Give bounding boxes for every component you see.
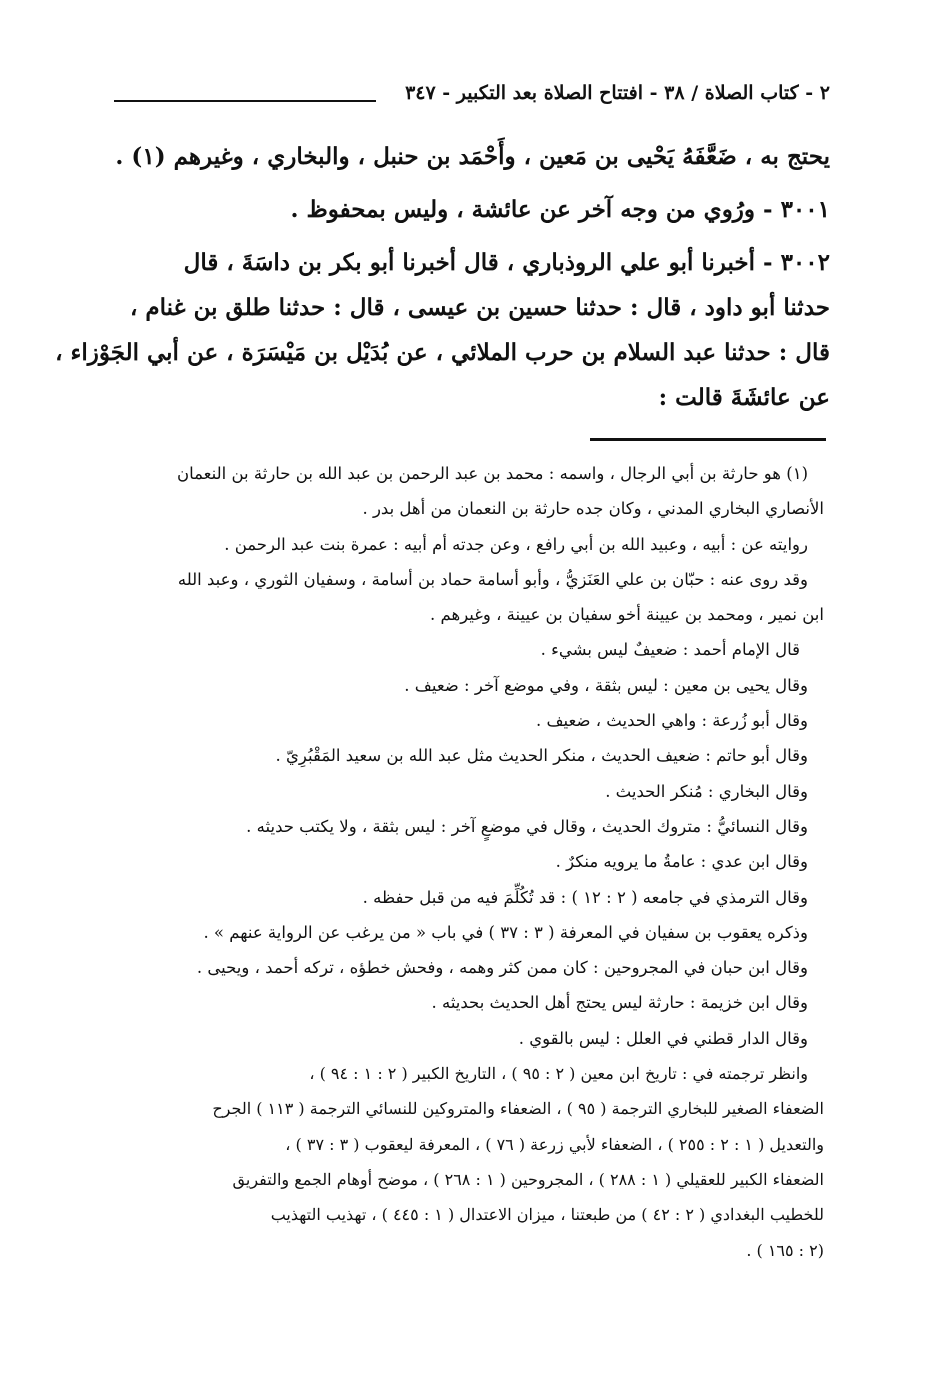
main-text — [55, 134, 830, 420]
footnote-line: وقال أبو زُرعة : واهي الحديث ، ضعيف . — [535, 711, 808, 731]
main-line: قال : حدثنا عبد السلام بن حرب الملائي ، عن بُدَيْل بن مَيْسَرَة ، عن أبي الجَوْزاء ، — [55, 339, 830, 366]
footnote-line: وانظر ترجمته في : تاريخ ابن معين ( ٢ : ٩٥ ) ، التاريخ الكبير ( ٢ : ١ : ٩٤ ) ، — [309, 1064, 808, 1084]
running-title: ٢ - كتاب الصلاة / ٣٨ - افتتاح الصلاة بعد التكبير - ٣٤٧ — [405, 82, 830, 104]
footnotes — [118, 456, 824, 1268]
hadith-3001: ٣٠٠١ - ورُوي من وجه آخر عن عائشة ، وليس بمحفوظ . — [290, 196, 830, 223]
footnote-line: والتعديل ( ١ : ٢ : ٢٥٥ ) ، الضعفاء لأبي زرعة ( ٧٦ ) ، المعرفة ليعقوب ( ٣ : ٣٧ ) ، — [285, 1134, 824, 1154]
footnote-line: وقد روى عنه : حبّان بن علي العَنَزيُّ ، وأبو أسامة حماد بن أسامة ، وسفيان الثوري ، وعبد الله — [177, 569, 808, 589]
footnote-line: وقال ابن حبان في المجروحين : كان ممن كثر وهمه ، وفحش خطؤه ، تركه أحمد ، ويحيى . — [196, 958, 808, 978]
footnote-line: روايته عن : أبيه ، وعبيد الله بن أبي رافع ، وعن جدته أم أبيه : عمرة بنت عبد الرحمن . — [224, 534, 808, 554]
header-rule — [114, 100, 376, 102]
footnote-line: الضعفاء الكبير للعقيلي ( ١ : ٢٨٨ ) ، المجروحين ( ١ : ٢٦٨ ) ، موضح أوهام الجمع والتفريق — [232, 1169, 824, 1189]
footnote-line: ابن نمير ، ومحمد بن عيينة أخو سفيان بن عيينة ، وغيرهم . — [430, 605, 824, 625]
main-line: يحتج به ، ضَعَّفَهُ يَحْيى بن مَعين ، وأَحْمَد بن حنبل ، والبخاري ، وغيرهم (١) . — [115, 143, 830, 170]
running-header — [114, 76, 830, 116]
footnote-line: وقال البخاري : مُنكر الحديث . — [605, 781, 808, 801]
footnote-line: الأنصاري البخاري المدني ، وكان جده حارثة بن النعمان من أهل بدر . — [362, 499, 824, 519]
footnote-line: وقال يحيى بن معين : ليس بثقة ، وفي موضع آخر : ضعيف . — [404, 675, 808, 695]
footnote-line: وذكره يعقوب بن سفيان في المعرفة ( ٣ : ٣٧ ) في باب « من يرغب عن الرواية عنهم » . — [203, 922, 808, 942]
main-line: حدثنا أبو داود ، قال : حدثنا حسين بن عيسى ، قال : حدثنا طلق بن غنام ، — [129, 294, 830, 321]
footnote-line: وقال ابن عدي : عامةُ ما يرويه منكرٌ . — [555, 852, 808, 872]
footnote-line: للخطيب البغدادي ( ٢ : ٤٢ ) من طبعتنا ، ميزان الاعتدال ( ١ : ٤٤٥ ) ، تهذيب التهذيب — [270, 1205, 824, 1225]
footnote-line: (٢ : ١٦٥ ) . — [746, 1240, 824, 1260]
footnote-line: (١) هو حارثة بن أبي الرجال ، واسمه : محمد بن عبد الرحمن بن عبد الله بن حارثة بن النعمان — [177, 464, 808, 483]
footnote-separator — [590, 438, 826, 441]
footnote-line: قال الإمام أحمد : ضعيفٌ ليس بشيء . — [540, 640, 800, 660]
footnote-line: وقال أبو حاتم : ضعيف الحديث ، منكر الحديث مثل عبد الله بن سعيد المَقْبُرِيّ . — [275, 746, 808, 766]
footnote-line: وقال الترمذي في جامعه ( ٢ : ١٢ ) : قد تُكُلِّمَ فيه من قبل حفظه . — [362, 887, 808, 907]
footnote-line: وقال النسائيُّ : متروك الحديث ، وقال في موضعٍ آخر : ليس بثقة ، ولا يكتب حديثه . — [246, 816, 808, 836]
main-line: عن عائشَةَ قالت : — [658, 384, 830, 411]
footnote-line: الضعفاء الصغير للبخاري الترجمة ( ٩٥ ) ، الضعفاء والمتروكين للنسائي الترجمة ( ١١٣ ) الجرح — [212, 1099, 824, 1119]
footnote-line: وقال ابن خزيمة : حارثة ليس يحتج أهل الحديث بحديثه . — [431, 993, 808, 1013]
footnote-line: وقال الدار قطني في العلل : ليس بالقوي . — [518, 1028, 808, 1048]
hadith-3002: ٣٠٠٢ - أخبرنا أبو علي الروذباري ، قال أخبرنا أبو بكر بن داسَةَ ، قال — [183, 249, 830, 276]
